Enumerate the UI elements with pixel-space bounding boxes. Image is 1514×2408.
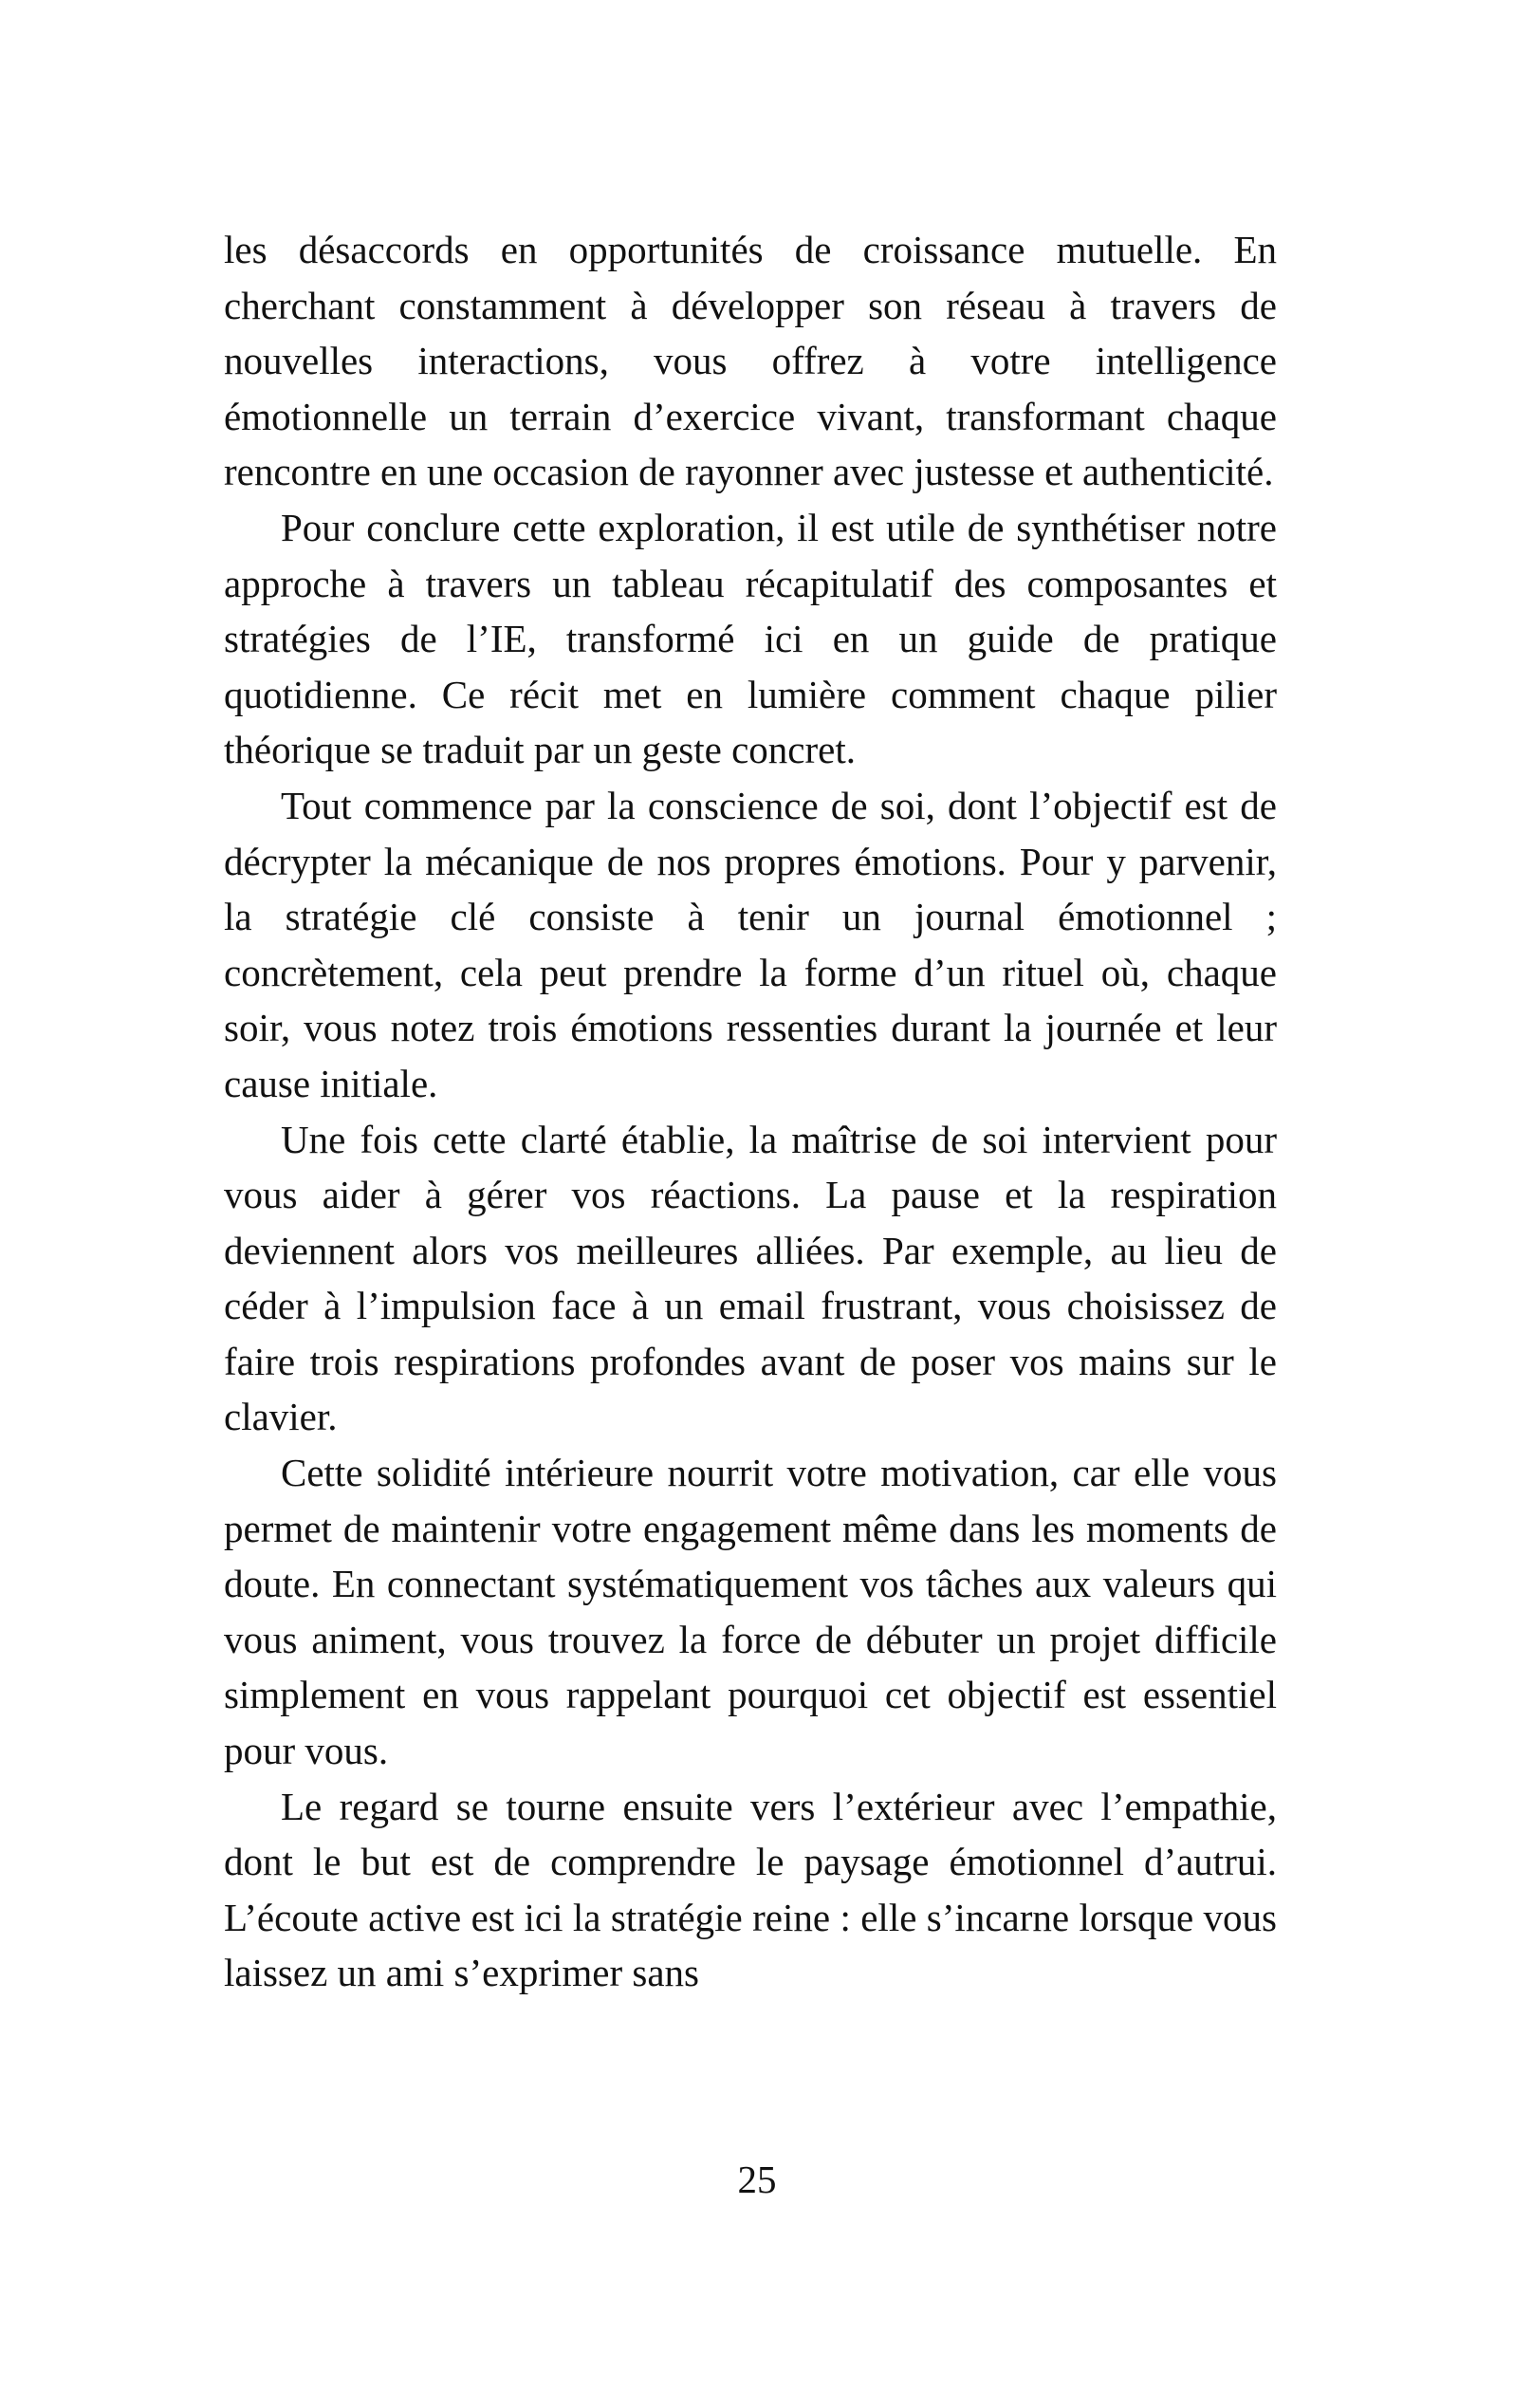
paragraph-continuation: les désaccords en opportunités de croissance mutuelle. En cherchant constamment à développer son réseau à travers de nouvelles interactions, vous offrez à votre intelligence émotionnelle un terrain d’exercice vivant, transformant chaque rencontre en une occasion de rayonner avec justesse et authenticité. <box>224 228 1277 494</box>
paragraph: Une fois cette clarté établie, la maîtrise de soi intervient pour vous aider à gérer vos réactions. La pause et la respiration deviennent alors vos meilleures alliées. Par exemple, au lieu de céder à l’impulsion face à un email frustrant, vous choisissez de faire trois respirations profondes avant de poser vos mains sur le clavier. <box>224 1117 1277 1439</box>
paragraph: Cette solidité intérieure nourrit votre motivation, car elle vous permet de maintenir votre engagement même dans les moments de doute. En connectant systématiquement vos tâches aux valeurs qui vous animent, vous trouvez la force de débuter un projet difficile simplement en vous rappelant pourquoi cet objectif est essentiel pour vous. <box>224 1451 1277 1773</box>
paragraph: Tout commence par la conscience de soi, dont l’objectif est de décrypter la mécanique de nos propres émotions. Pour y parvenir, la stratégie clé consiste à tenir un journal émotionnel ; concrètement, cela peut prendre la forme d’un rituel où, chaque soir, vous notez trois émotions ressenties durant la journée et leur cause initiale. <box>224 783 1277 1105</box>
page-number: 25 <box>737 2158 777 2201</box>
paragraph: Le regard se tourne ensuite vers l’extérieur avec l’empathie, dont le but est de comprendre le paysage émotionnel d’autrui. L’écoute active est ici la stratégie reine : elle s’incarne lorsque vous laissez un ami s’exprimer sans <box>224 1784 1277 1995</box>
paragraph: Pour conclure cette exploration, il est utile de synthétiser notre approche à travers un tableau récapitulatif des composantes et stratégies de l’IE, transformé ici en un guide de pratique quotidienne. Ce récit met en lumière comment chaque pilier théorique se traduit par un geste concret. <box>224 505 1277 772</box>
body-text <box>224 222 1277 2001</box>
